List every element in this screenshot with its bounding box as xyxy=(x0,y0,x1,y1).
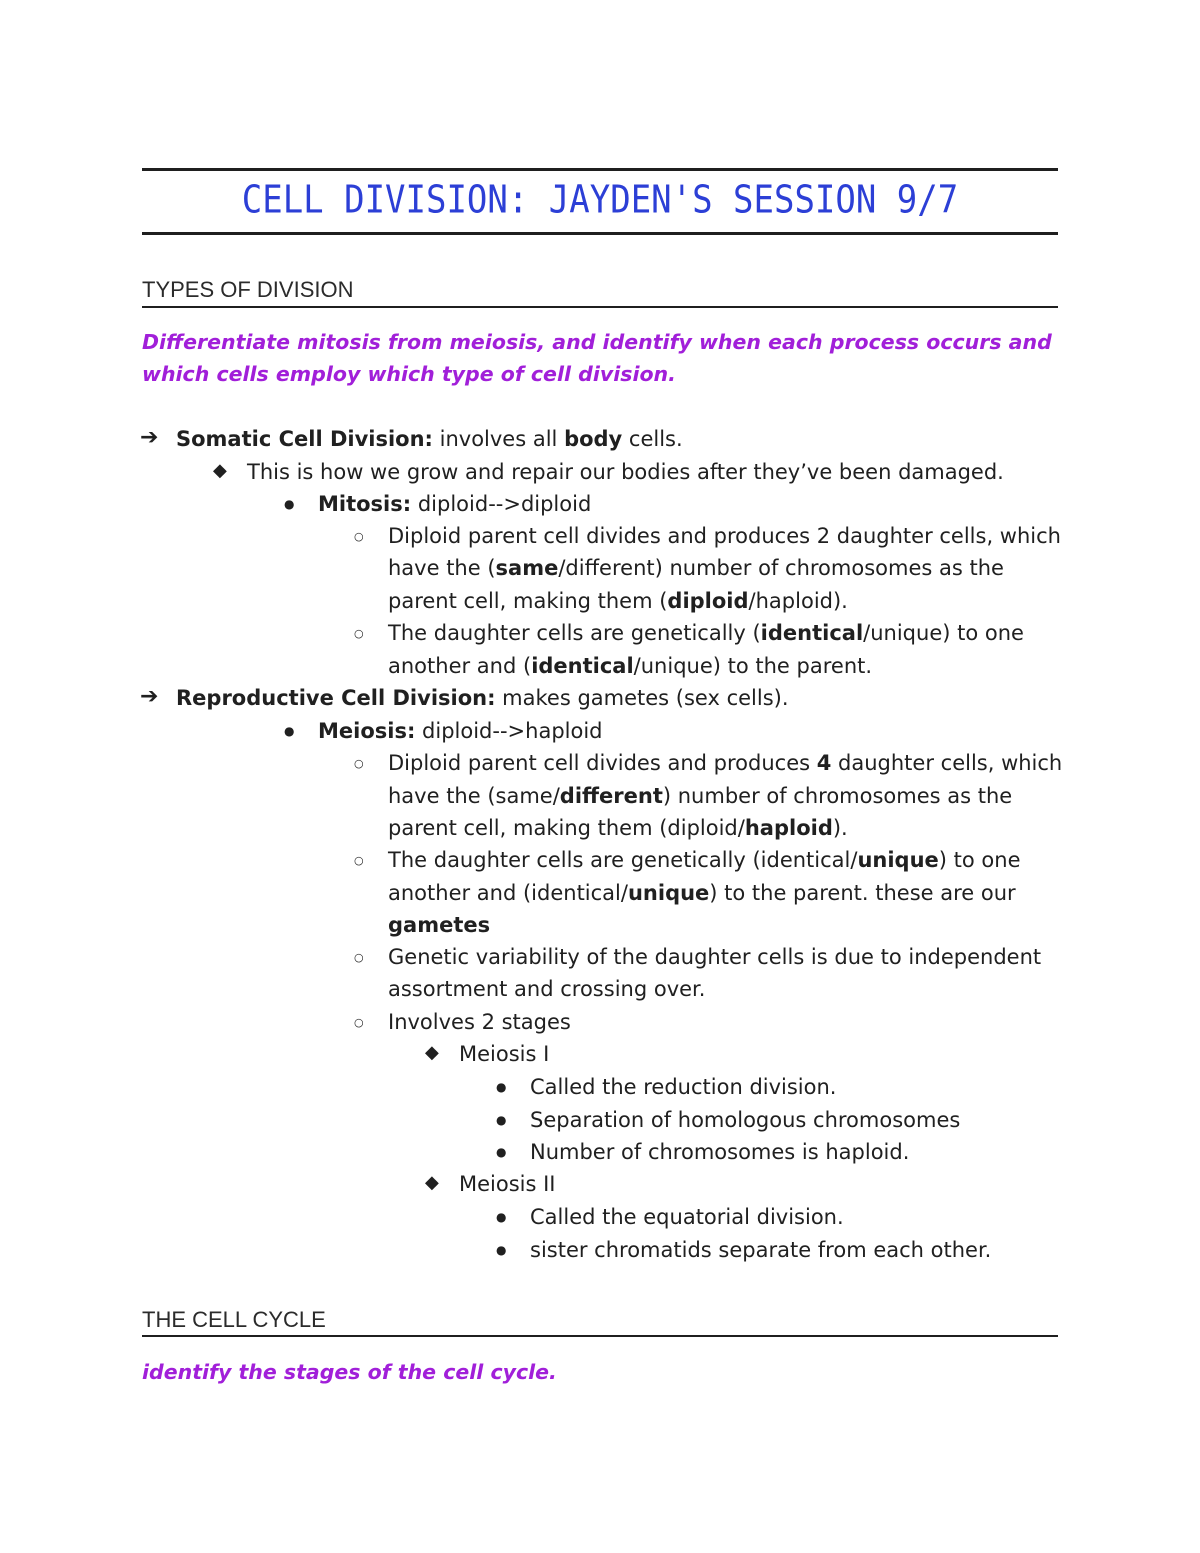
somatic-line: Somatic Cell Division: involves all body cells. xyxy=(176,427,683,451)
meiosis-detail-3a: Genetic variability of the daughter cells is due to independent xyxy=(388,945,1042,969)
dot-bullet: ● xyxy=(496,1145,507,1159)
mitosis-detail-2b: another and (identical/unique) to the parent. xyxy=(388,654,873,678)
mitosis-detail-1a: Diploid parent cell divides and produces 2 daughter cells, which xyxy=(388,524,1061,548)
objective-cycle: identify the stages of the cell cycle. xyxy=(142,1360,557,1384)
meiosis-detail-4: Involves 2 stages xyxy=(388,1010,571,1034)
dot-bullet: ● xyxy=(496,1243,507,1257)
meiosis-detail-2c: gametes xyxy=(388,913,491,937)
circle-bullet: ○ xyxy=(354,627,364,640)
meiosis-detail-3b: assortment and crossing over. xyxy=(388,977,706,1001)
diamond-bullet: ◆ xyxy=(213,460,227,481)
mitosis-detail-1c: parent cell, making them (diploid/haploid). xyxy=(388,589,848,613)
section-heading-types: TYPES OF DIVISION xyxy=(142,277,354,302)
mitosis-line: Mitosis: diploid-->diploid xyxy=(318,492,592,516)
dot-bullet: ● xyxy=(284,724,295,738)
meiosis-detail-2a: The daughter cells are genetically (identical/unique) to one xyxy=(388,848,1021,872)
meiosis-detail-1b: have the (same/different) number of chromosomes as the xyxy=(388,784,1013,808)
diamond-bullet: ◆ xyxy=(425,1172,439,1193)
mitosis-detail-2a: The daughter cells are genetically (identical/unique) to one xyxy=(388,621,1024,645)
somatic-label: Somatic Cell Division: xyxy=(176,427,433,451)
dot-bullet: ● xyxy=(496,1210,507,1224)
mitosis-detail-1b: have the (same/different) number of chromosomes as the xyxy=(388,556,1004,580)
title-bottom-rule xyxy=(142,232,1058,235)
meiosis-detail-1c: parent cell, making them (diploid/haploid). xyxy=(388,816,848,840)
dot-bullet: ● xyxy=(284,497,295,511)
meiosis-2-item: sister chromatids separate from each other. xyxy=(530,1238,992,1262)
diamond-bullet: ◆ xyxy=(425,1042,439,1063)
meiosis-line: Meiosis: diploid-->haploid xyxy=(318,719,603,743)
meiosis-1-item: Separation of homologous chromosomes xyxy=(530,1108,961,1132)
meiosis-2-item: Called the equatorial division. xyxy=(530,1205,844,1229)
growth-line: This is how we grow and repair our bodies after they’ve been damaged. xyxy=(247,460,1004,484)
arrow-bullet: ➔ xyxy=(140,425,159,450)
dot-bullet: ● xyxy=(496,1080,507,1094)
meiosis-1-item: Number of chromosomes is haploid. xyxy=(530,1140,910,1164)
meiosis-1-item: Called the reduction division. xyxy=(530,1075,837,1099)
circle-bullet: ○ xyxy=(354,951,364,964)
reproductive-label: Reproductive Cell Division: xyxy=(176,686,496,710)
circle-bullet: ○ xyxy=(354,757,364,770)
section-rule-cycle xyxy=(142,1335,1058,1337)
meiosis-1-label: Meiosis I xyxy=(459,1042,550,1066)
circle-bullet: ○ xyxy=(354,1016,364,1029)
section-rule-types xyxy=(142,306,1058,308)
title-top-rule xyxy=(142,168,1058,171)
circle-bullet: ○ xyxy=(354,854,364,867)
section-heading-cycle: THE CELL CYCLE xyxy=(142,1307,326,1332)
circle-bullet: ○ xyxy=(354,530,364,543)
meiosis-2-label: Meiosis II xyxy=(459,1172,556,1196)
reproductive-line: Reproductive Cell Division: makes gametes (sex cells). xyxy=(176,686,789,710)
meiosis-detail-2b: another and (identical/unique) to the parent. these are our xyxy=(388,881,1016,905)
dot-bullet: ● xyxy=(496,1113,507,1127)
arrow-bullet: ➔ xyxy=(140,684,159,709)
document-title: CELL DIVISION: JAYDEN'S SESSION 9/7 xyxy=(241,177,959,223)
meiosis-detail-1a: Diploid parent cell divides and produces 4 daughter cells, which xyxy=(388,751,1063,775)
objective-types: Differentiate mitosis from meiosis, and identify when each process occurs and which cells employ which type of cell division. xyxy=(142,330,1052,386)
